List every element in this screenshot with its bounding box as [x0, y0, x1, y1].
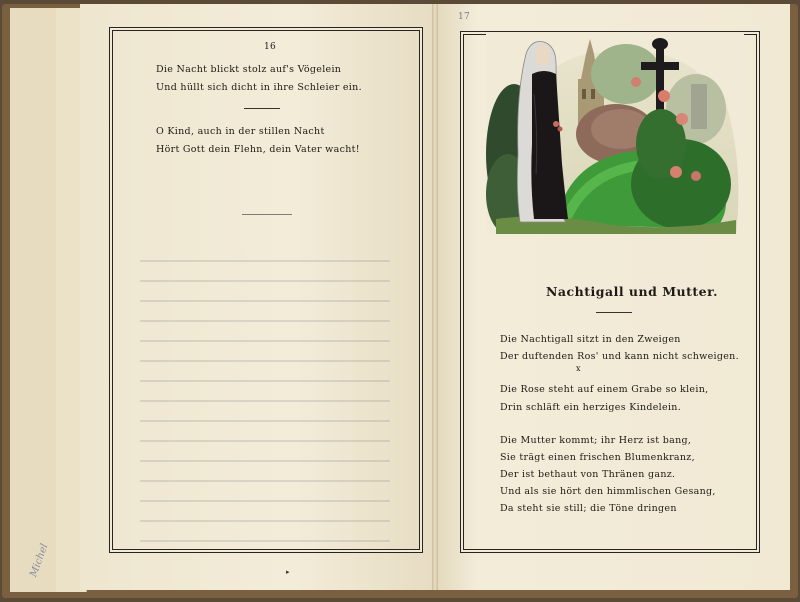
pencil-note: Michel: [28, 542, 51, 579]
book-gutter: [432, 4, 438, 590]
bleed-through-text: [140, 250, 390, 550]
poem-title: Nachtigall und Mutter.: [546, 284, 718, 299]
verse-line: Die Rose steht auf einem Grabe so klein,: [500, 384, 709, 395]
verse-line: Die Mutter kommt; ihr Herz ist bang,: [500, 435, 692, 446]
page-marker-dot: ▸: [286, 568, 290, 576]
verse-line: Der ist bethaut von Thränen ganz.: [500, 469, 676, 480]
verse-line: Und als sie hört den himmlischen Gesang,: [500, 486, 716, 497]
separator-rule: [244, 108, 280, 109]
verse-line: Die Nachtigall sitzt in den Zweigen: [500, 334, 681, 345]
verse-line: Da steht sie still; die Töne dringen: [500, 503, 677, 514]
verse-line: O Kind, auch in der stillen Nacht: [156, 126, 325, 137]
verse-line: Die Nacht blickt stolz auf's Vögelein: [156, 64, 342, 75]
title-rule: [596, 312, 632, 313]
end-rule: [242, 214, 292, 215]
corner-page-note: 17: [458, 12, 471, 22]
verse-line: Der duftenden Ros' und kann nicht schweigen.: [500, 351, 739, 362]
verse-line: Und hüllt sich dicht in ihre Schleier ein.: [156, 82, 362, 93]
verse-line: Drin schläft ein herziges Kindelein.: [500, 402, 682, 413]
verse-line: Hört Gott dein Flehn, dein Vater wacht!: [156, 144, 360, 155]
small-mark: x: [576, 364, 581, 373]
verse-line: Sie trägt einen frischen Blumenkranz,: [500, 452, 695, 463]
mother-at-grave-illustration: [486, 34, 744, 234]
page-number: 16: [264, 42, 277, 52]
